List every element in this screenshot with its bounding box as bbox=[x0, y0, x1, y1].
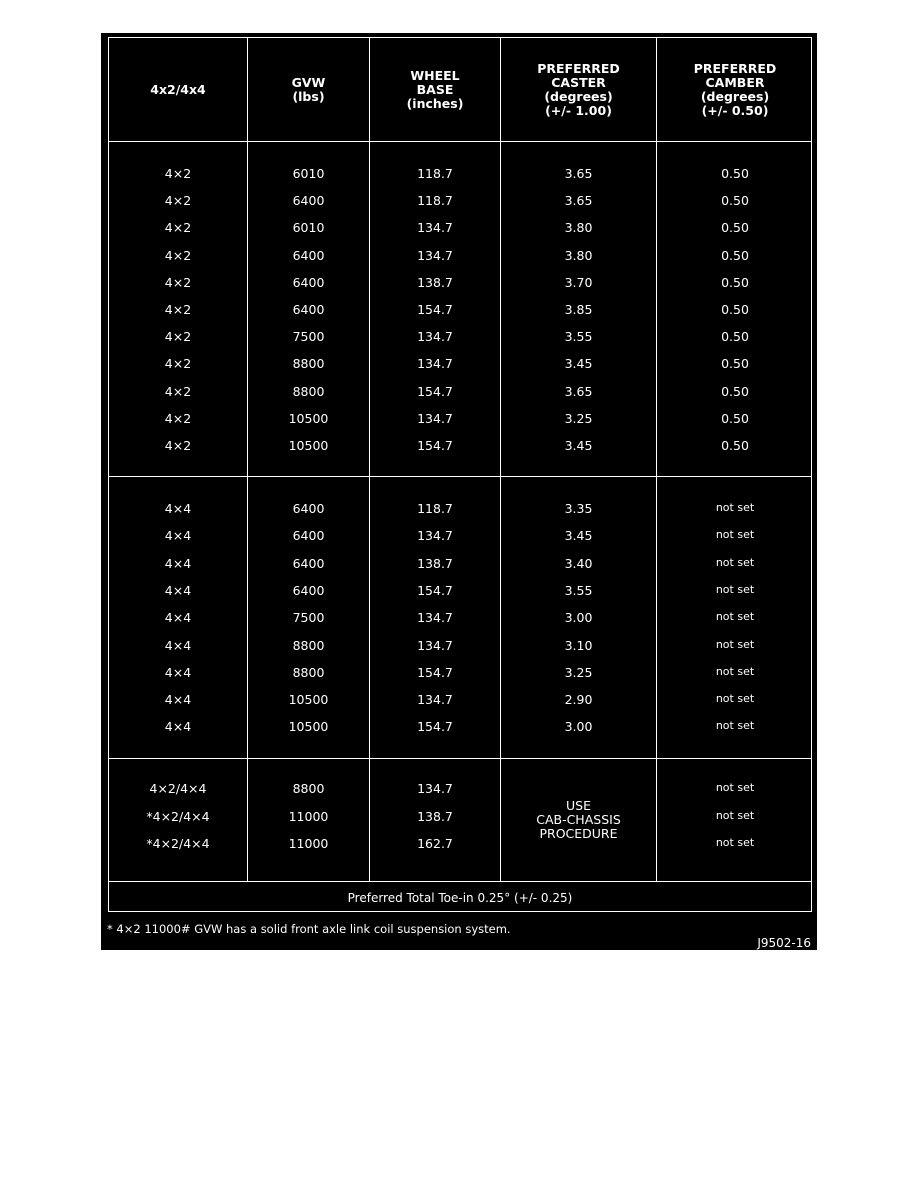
cell-wb: 154.7 bbox=[417, 582, 453, 598]
cell-wb: 138.7 bbox=[417, 808, 453, 824]
cell-type: 4×2 bbox=[164, 166, 192, 181]
alignment-spec-table bbox=[108, 37, 812, 912]
header-line: GVW bbox=[291, 74, 326, 90]
cell-wb: 134.7 bbox=[417, 356, 453, 372]
cell-camber: 0.50 bbox=[721, 438, 749, 453]
header-line: CASTER bbox=[551, 74, 606, 90]
cab-chassis-note bbox=[536, 799, 621, 841]
header-row bbox=[109, 38, 811, 142]
cell-type: 4×4 bbox=[164, 582, 192, 598]
header-line: (+/- 1.00) bbox=[545, 102, 612, 118]
cell-type: 4×2 bbox=[164, 274, 192, 290]
cell-gvw: 6400 bbox=[292, 501, 325, 516]
cell-camber: not set bbox=[715, 664, 755, 678]
cell-wb: 118.7 bbox=[417, 193, 453, 209]
cell-type: 4×4 bbox=[164, 501, 192, 516]
cell-gvw: 6400 bbox=[292, 274, 325, 290]
cell-wb: 134.7 bbox=[417, 247, 453, 263]
cell-type: 4×2/4×4 bbox=[149, 781, 207, 796]
header-line: (inches) bbox=[406, 95, 464, 111]
cell-gvw: 6010 bbox=[292, 166, 325, 181]
column-wb bbox=[370, 142, 501, 476]
cell-camber: 0.50 bbox=[721, 383, 749, 399]
column-camber bbox=[657, 759, 813, 881]
column-caster bbox=[501, 142, 657, 476]
cell-camber: not set bbox=[715, 501, 755, 514]
cell-caster: 3.80 bbox=[564, 220, 593, 236]
cell-gvw: 8800 bbox=[292, 356, 325, 372]
cell-camber: 0.50 bbox=[721, 356, 749, 372]
cell-caster: 3.85 bbox=[564, 302, 593, 317]
cell-wb: 162.7 bbox=[417, 836, 453, 851]
cell-type: 4×2 bbox=[164, 383, 192, 399]
cell-gvw: 6400 bbox=[292, 302, 325, 317]
cell-wb: 134.7 bbox=[417, 220, 453, 236]
cell-caster: 2.90 bbox=[564, 692, 593, 708]
column-gvw bbox=[248, 477, 370, 758]
section-3 bbox=[109, 759, 811, 882]
cell-gvw: 8800 bbox=[292, 637, 325, 653]
cell-gvw: 10500 bbox=[288, 719, 329, 735]
cell-camber: not set bbox=[715, 528, 755, 542]
header-line: (lbs) bbox=[292, 88, 325, 104]
note-line: PROCEDURE bbox=[539, 826, 618, 841]
cell-gvw: 8800 bbox=[292, 383, 325, 399]
cell-caster: 3.45 bbox=[564, 356, 593, 372]
cell-wb: 154.7 bbox=[417, 302, 453, 317]
cell-caster: 3.55 bbox=[564, 582, 593, 598]
cell-wb: 134.7 bbox=[417, 692, 453, 708]
spec-table-panel bbox=[101, 33, 817, 950]
header-line: (degrees) bbox=[544, 88, 613, 104]
cell-type: 4×4 bbox=[164, 664, 192, 680]
cell-camber: not set bbox=[715, 836, 755, 849]
cell-wb: 154.7 bbox=[417, 719, 453, 735]
cell-caster: 3.70 bbox=[564, 274, 593, 290]
cell-gvw: 6400 bbox=[292, 528, 325, 544]
cell-type: *4×2/4×4 bbox=[146, 836, 210, 851]
note-line: USE bbox=[566, 798, 591, 813]
cell-camber: 0.50 bbox=[721, 302, 749, 317]
cell-type: 4×2 bbox=[164, 410, 192, 426]
cell-type: 4×4 bbox=[164, 692, 192, 708]
cell-caster: 3.00 bbox=[564, 610, 593, 626]
cell-type: 4×2 bbox=[164, 247, 192, 263]
cell-camber: not set bbox=[715, 808, 755, 822]
cell-wb: 134.7 bbox=[417, 410, 453, 426]
section-2 bbox=[109, 477, 811, 759]
cell-caster: 3.10 bbox=[564, 637, 593, 653]
header-col4 bbox=[501, 38, 657, 141]
cell-type: 4×4 bbox=[164, 528, 192, 544]
header-line: PREFERRED bbox=[537, 60, 620, 76]
header-col5 bbox=[657, 38, 813, 141]
cell-caster: 3.25 bbox=[564, 664, 593, 680]
cell-caster: 3.80 bbox=[564, 247, 593, 263]
cell-caster: 3.00 bbox=[564, 719, 593, 735]
column-type bbox=[109, 477, 248, 758]
cell-wb: 118.7 bbox=[417, 501, 453, 516]
column-camber bbox=[657, 477, 813, 758]
header-line: PREFERRED bbox=[693, 60, 777, 76]
header-line: CAMBER bbox=[705, 74, 765, 90]
cell-type: *4×2/4×4 bbox=[146, 808, 210, 824]
column-gvw bbox=[248, 142, 370, 476]
cell-gvw: 10500 bbox=[288, 438, 329, 453]
cell-gvw: 6010 bbox=[292, 220, 325, 236]
header-line: (+/- 0.50) bbox=[701, 102, 769, 118]
column-wb bbox=[370, 477, 501, 758]
cell-gvw: 8800 bbox=[292, 781, 325, 796]
cell-camber: 0.50 bbox=[721, 220, 749, 236]
section-1 bbox=[109, 142, 811, 477]
cell-caster: 3.65 bbox=[564, 383, 593, 399]
cell-camber: not set bbox=[715, 719, 755, 733]
cell-gvw: 10500 bbox=[288, 410, 329, 426]
cell-camber: not set bbox=[715, 637, 755, 651]
cell-caster: 3.25 bbox=[564, 410, 593, 426]
cell-camber: 0.50 bbox=[721, 247, 749, 263]
cell-type: 4×4 bbox=[164, 637, 192, 653]
cell-type: 4×2 bbox=[164, 193, 192, 209]
cell-gvw: 11000 bbox=[288, 808, 329, 824]
cell-gvw: 7500 bbox=[292, 610, 325, 626]
column-caster bbox=[501, 477, 657, 758]
column-camber bbox=[657, 142, 813, 476]
note-line: CAB-CHASSIS bbox=[536, 812, 621, 827]
cell-gvw: 6400 bbox=[292, 247, 325, 263]
column-gvw bbox=[248, 759, 370, 881]
cell-camber: not set bbox=[715, 692, 755, 706]
cell-caster: 3.65 bbox=[564, 193, 593, 209]
header-line: 4x2/4x4 bbox=[150, 81, 206, 97]
cell-type: 4×2 bbox=[164, 302, 192, 317]
cell-wb: 134.7 bbox=[417, 637, 453, 653]
cell-caster: 3.65 bbox=[564, 166, 593, 181]
cell-type: 4×4 bbox=[164, 610, 192, 626]
cell-type: 4×2 bbox=[164, 329, 192, 345]
cell-wb: 134.7 bbox=[417, 528, 453, 544]
cell-gvw: 8800 bbox=[292, 664, 325, 680]
cell-gvw: 6400 bbox=[292, 193, 325, 209]
cell-gvw: 6400 bbox=[292, 582, 325, 598]
cell-camber: not set bbox=[715, 610, 755, 624]
cell-caster: 3.45 bbox=[564, 528, 593, 544]
cell-caster: 3.40 bbox=[564, 555, 593, 571]
cell-gvw: 11000 bbox=[288, 836, 329, 851]
cell-camber: 0.50 bbox=[721, 410, 749, 426]
header-line: BASE bbox=[416, 81, 454, 97]
cell-wb: 154.7 bbox=[417, 383, 453, 399]
header-line: (degrees) bbox=[700, 88, 770, 104]
header-col3 bbox=[370, 38, 501, 141]
cell-camber: 0.50 bbox=[721, 166, 749, 181]
cell-wb: 134.7 bbox=[417, 610, 453, 626]
cell-camber: not set bbox=[715, 781, 755, 794]
cell-gvw: 6400 bbox=[292, 555, 325, 571]
cell-camber: 0.50 bbox=[721, 274, 749, 290]
cell-caster: 3.35 bbox=[564, 501, 593, 516]
cell-wb: 154.7 bbox=[417, 664, 453, 680]
header-line: WHEEL bbox=[410, 67, 460, 83]
cell-type: 4×2 bbox=[164, 220, 192, 236]
column-type bbox=[109, 142, 248, 476]
header-col1 bbox=[109, 38, 248, 141]
cell-wb: 138.7 bbox=[417, 555, 453, 571]
cell-wb: 154.7 bbox=[417, 438, 453, 453]
cell-type: 4×2 bbox=[164, 438, 192, 453]
cell-camber: 0.50 bbox=[721, 193, 749, 209]
cell-caster: 3.45 bbox=[564, 438, 593, 453]
column-wb bbox=[370, 759, 501, 881]
cell-wb: 118.7 bbox=[417, 166, 453, 181]
header-col2 bbox=[248, 38, 370, 141]
cell-gvw: 7500 bbox=[292, 329, 325, 345]
figure-id: J9502-16 bbox=[757, 936, 811, 950]
cell-wb: 138.7 bbox=[417, 274, 453, 290]
cell-type: 4×2 bbox=[164, 356, 192, 372]
column-caster bbox=[501, 759, 657, 881]
cell-camber: not set bbox=[715, 582, 755, 596]
cell-camber: 0.50 bbox=[721, 329, 749, 345]
cell-caster: 3.55 bbox=[564, 329, 593, 345]
footnote: * 4×2 11000# GVW has a solid front axle link coil suspension system. bbox=[107, 922, 511, 936]
cell-type: 4×4 bbox=[164, 719, 192, 735]
cell-wb: 134.7 bbox=[417, 781, 453, 796]
cell-wb: 134.7 bbox=[417, 329, 453, 345]
cell-camber: not set bbox=[715, 555, 755, 569]
cell-type: 4×4 bbox=[164, 555, 192, 571]
toe-in-row: Preferred Total Toe-in 0.25° (+/- 0.25) bbox=[347, 891, 573, 905]
column-type bbox=[109, 759, 248, 881]
cell-gvw: 10500 bbox=[288, 692, 329, 708]
